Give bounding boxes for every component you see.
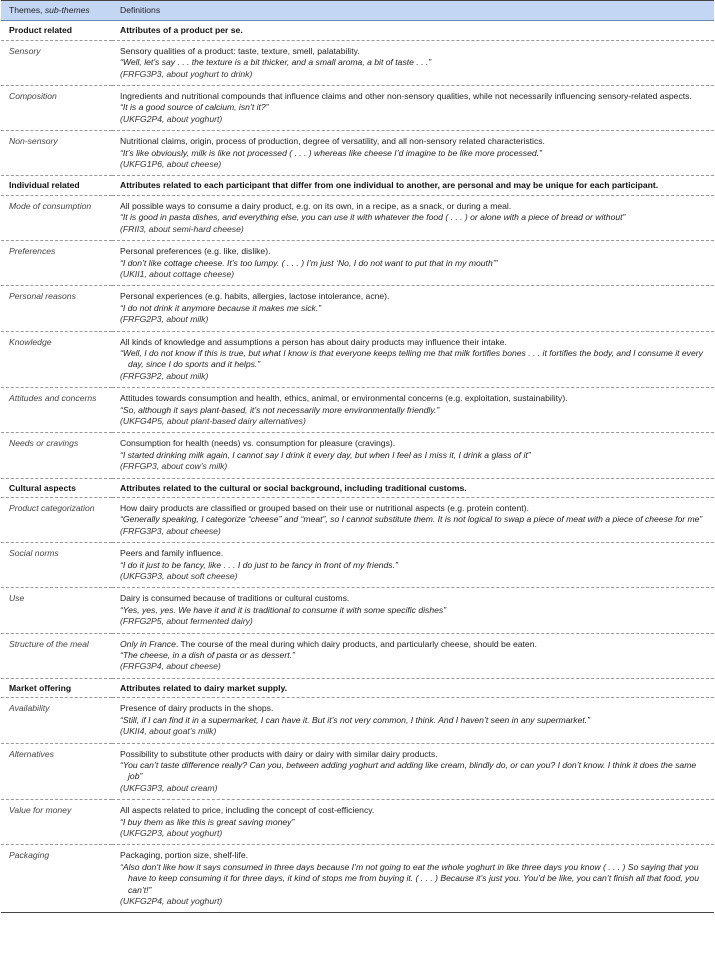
definition-text [120, 548, 708, 559]
definition-cell [112, 498, 714, 543]
quote-source: (UKII4, about goat’s milk) [120, 726, 217, 737]
participant-quote: “I don’t like cottage cheese. It’s too lumpy. ( . . . ) I’m just ‘No, I do not want to put that in my mouth’” [120, 257, 498, 268]
definition-text [120, 46, 708, 57]
definition: Personal preferences (e.g. like, dislike). [120, 246, 271, 257]
definition: How dairy products are classified or grouped based on their use or nutritional aspects (e.g. protein content). [120, 503, 529, 513]
header-subthemes-label: sub-themes [44, 5, 90, 15]
definition: All aspects related to price, including the concept of cost-efficiency. [120, 805, 375, 816]
quote-source: (FRII3, about semi-hard cheese) [120, 223, 244, 234]
definition: All kinds of knowledge and assumptions a person has about dairy products may influence their intake. [120, 336, 507, 347]
subtheme-row [1, 388, 714, 433]
definition-cell [112, 743, 714, 800]
definition: Ingredients and nutritional compounds that influence claims and other non-sensory qualities, while not necessarily influencing sensory-related aspects. [120, 91, 692, 102]
participant-quote: “I do it just to be fancy, like . . . I do just to be fancy in front of my friends.” [120, 559, 398, 570]
definition-cell: Attributes related to each participant that differ from one individual to another, are personal and may be unique for each participant. [112, 176, 714, 195]
themes-definitions-table [1, 0, 714, 913]
definition-cell [112, 40, 714, 85]
subtheme-row [1, 40, 714, 85]
subtheme-row [1, 86, 714, 131]
quote-source: (FRFG2P5, about fermented dairy) [120, 616, 253, 627]
theme-row [1, 176, 714, 195]
definition: Dairy is consumed because of traditions or cultural customs. [120, 593, 350, 604]
definition-cell [112, 286, 714, 331]
quote-source: (UKFG2P4, about yoghurt) [120, 895, 223, 906]
quote-source: (UKFG1P6, about cheese) [120, 159, 222, 170]
subtheme-row [1, 743, 714, 800]
participant-quote: “It is a good source of calcium, isn’t it?” [120, 102, 269, 113]
participant-quote: “Yes, yes, yes. We have it and it is traditional to consume it with some specific dishes” [120, 604, 447, 615]
subtheme-label: Product categorization [1, 498, 112, 543]
definition-cell [112, 800, 714, 845]
definition: Consumption for health (needs) vs. consumption for pleasure (cravings). [120, 438, 396, 449]
theme-label: Product related [1, 21, 112, 40]
quote-source: (FRFG3P3, about cheese) [120, 525, 221, 536]
theme-label: Individual related [1, 176, 112, 195]
subtheme-label: Use [1, 588, 112, 633]
table-body [1, 21, 714, 913]
subtheme-label: Knowledge [1, 331, 112, 388]
participant-quote: “Still, if I can find it in a supermarket, I can have it. But it’s not very common, I think. And I haven’t seen in any supermarket.” [120, 714, 591, 725]
header-definitions: Definitions [112, 1, 714, 21]
subtheme-label: Personal reasons [1, 286, 112, 331]
subtheme-label: Availability [1, 698, 112, 743]
definition-text [120, 749, 708, 760]
definition-text [120, 136, 708, 147]
quote-source: (FRFG3P4, about cheese) [120, 661, 221, 672]
definition-text [120, 337, 708, 348]
subtheme-row [1, 286, 714, 331]
definition: Presence of dairy products in the shops. [120, 703, 274, 714]
subtheme-label: Sensory [1, 40, 112, 85]
definition-cell [112, 433, 714, 478]
quote-source: (FRFG3P3, about yoghurt to drink) [120, 68, 253, 79]
definition-prefix: Only in France [120, 638, 176, 649]
definition: Attitudes towards consumption and health, ethics, animal, or environmental concerns (e.g. exploitation, sustainability). [120, 393, 568, 404]
definition-cell [112, 195, 714, 240]
quote-source: (UKFG3P3, about cream) [120, 782, 218, 793]
quote-source: (UKII1, about cottage cheese) [120, 268, 235, 279]
definition-text [120, 91, 708, 102]
subtheme-row [1, 131, 714, 176]
subtheme-row [1, 698, 714, 743]
definition-cell [112, 543, 714, 588]
subtheme-row [1, 633, 714, 678]
definition-text [120, 393, 708, 404]
subtheme-row [1, 800, 714, 845]
subtheme-label: Attitudes and concerns [1, 388, 112, 433]
definition: Personal experiences (e.g. habits, allergies, lactose intolerance, acne). [120, 291, 390, 302]
subtheme-label: Packaging [9, 850, 50, 861]
definition-cell [112, 86, 714, 131]
quote-source: (FRFG2P3, about milk) [120, 314, 209, 325]
header-themes [1, 1, 112, 21]
theme-row [1, 21, 714, 40]
participant-quote: “So, although it says plant-based, it’s not necessarily more environmentally friendly.” [120, 404, 440, 415]
table-header-row [1, 1, 714, 21]
definition-text [120, 438, 708, 449]
theme-label: Cultural aspects [1, 478, 112, 497]
definition-cell [112, 845, 714, 913]
participant-quote: “Well, I do not know if this is true, but what I know is that everyone keeps telling me that milk fortifies bones . . . it fortifies the body, and I consume it every day, since I do sports and it helps.” [120, 347, 703, 370]
subtheme-label: Structure of the meal [1, 633, 112, 678]
subtheme-row [1, 195, 714, 240]
theme-label: Market offering [1, 678, 112, 697]
definition-text [120, 291, 708, 302]
subtheme-label: Mode of consumption [1, 195, 112, 240]
definition-cell [112, 131, 714, 176]
definition: Sensory qualities of a product: taste, texture, smell, palatability. [120, 45, 360, 56]
definition-text [120, 850, 708, 861]
definition-text [120, 805, 708, 816]
definition-text [120, 703, 708, 714]
subtheme-row [1, 588, 714, 633]
theme-row [1, 678, 714, 697]
definition-cell: Attributes of a product per se. [112, 21, 714, 40]
participant-quote: “I buy them as like this is great saving money” [120, 816, 295, 827]
participant-quote: “Also don’t like how it says consumed in three days because I’m not going to eat the whole yoghurt in like three days you know ( . . . ) So saying that you have to keep consuming it for three days, it kind of stops me from buying it. ( . . . ) Because it’s just you. You’d be like, you can’t finish all that food, you can’t!” [120, 861, 699, 895]
quote-source: (UKFG4P5, about plant-based dairy alternatives) [120, 415, 306, 426]
quote-source: (FRFGP3, about cow’s milk) [120, 461, 228, 472]
subtheme-row [1, 845, 714, 913]
subtheme-label: Social norms [1, 543, 112, 588]
participant-quote: “I started drinking milk again, I cannot say I drink it every day, but when I feel as I miss it, I drink a glass of it” [120, 449, 531, 460]
definition-cell: Attributes related to dairy market supply. [112, 678, 714, 697]
quote-source: (FRFG3P2, about milk) [120, 370, 209, 381]
definition-text [120, 593, 708, 604]
subtheme-label: Composition [1, 86, 112, 131]
definition-cell [112, 388, 714, 433]
definition: Packaging, portion size, shelf-life. [120, 850, 249, 861]
subtheme-row [1, 331, 714, 388]
definition-text [120, 246, 708, 257]
definition-cell [112, 698, 714, 743]
subtheme-row [1, 433, 714, 478]
definition-text [120, 201, 708, 212]
definition-cell: Attributes related to the cultural or social background, including traditional customs. [112, 478, 714, 497]
quote-source: (UKFG2P4, about yoghurt) [120, 113, 223, 124]
definition: Possibility to substitute other products with dairy or dairy with similar dairy products. [120, 748, 438, 759]
subtheme-row [1, 543, 714, 588]
subtheme-row [1, 498, 714, 543]
definition: . The course of the meal during which dairy products, and particularly cheese, should be eaten. [175, 638, 537, 649]
participant-quote: “Well, let’s say . . . the texture is a bit thicker, and a small aroma, a bit of taste . . .” [120, 57, 432, 68]
quote-source: (UKFG2P3, about yoghurt) [120, 827, 223, 838]
subtheme-label: Preferences [1, 241, 112, 286]
subtheme-label: Non-sensory [1, 131, 112, 176]
definition-cell [112, 241, 714, 286]
header-themes-label: Themes, [9, 5, 45, 15]
definition-text [120, 503, 708, 514]
subtheme-row [1, 241, 714, 286]
subtheme-label: Needs or cravings [1, 433, 112, 478]
theme-row [1, 478, 714, 497]
participant-quote: “I do not drink it anymore because it makes me sick.” [120, 302, 322, 313]
participant-quote: “It’s like obviously, milk is like not processed ( . . . ) whereas like cheese I’d imagine to be like more processed.” [120, 147, 542, 158]
definition: Nutritional claims, origin, process of production, degree of versatility, and all non-sensory related characteristics. [120, 136, 545, 147]
definition: All possible ways to consume a dairy product, e.g. on its own, in a recipe, as a snack, or during a meal. [120, 200, 512, 211]
definition-cell [112, 588, 714, 633]
definition-text [120, 639, 708, 650]
definition-cell [112, 633, 714, 678]
subtheme-label: Value for money [1, 800, 112, 845]
participant-quote: “Generally speaking, I categorize “cheese” and “meat”, so I cannot substitute them. It is not logical to swap a piece of meat with a piece of cheese for me” [120, 514, 703, 525]
participant-quote: “The cheese, in a dish of pasta or as dessert.” [120, 650, 295, 661]
subtheme-label: Alternatives [1, 743, 112, 800]
quote-source: (UKFG3P3, about soft cheese) [120, 571, 238, 582]
definition-cell [112, 331, 714, 388]
definition: Peers and family influence. [120, 548, 224, 559]
participant-quote: “You can’t taste difference really? Can you, between adding yoghurt and adding like cream, blindly do, or can you? I don’t know. I think it does the same job” [120, 759, 697, 782]
participant-quote: “It is good in pasta dishes, and everything else, you can use it with whatever the food ( . . . ) or alone with a piece of bread or without” [120, 212, 626, 223]
